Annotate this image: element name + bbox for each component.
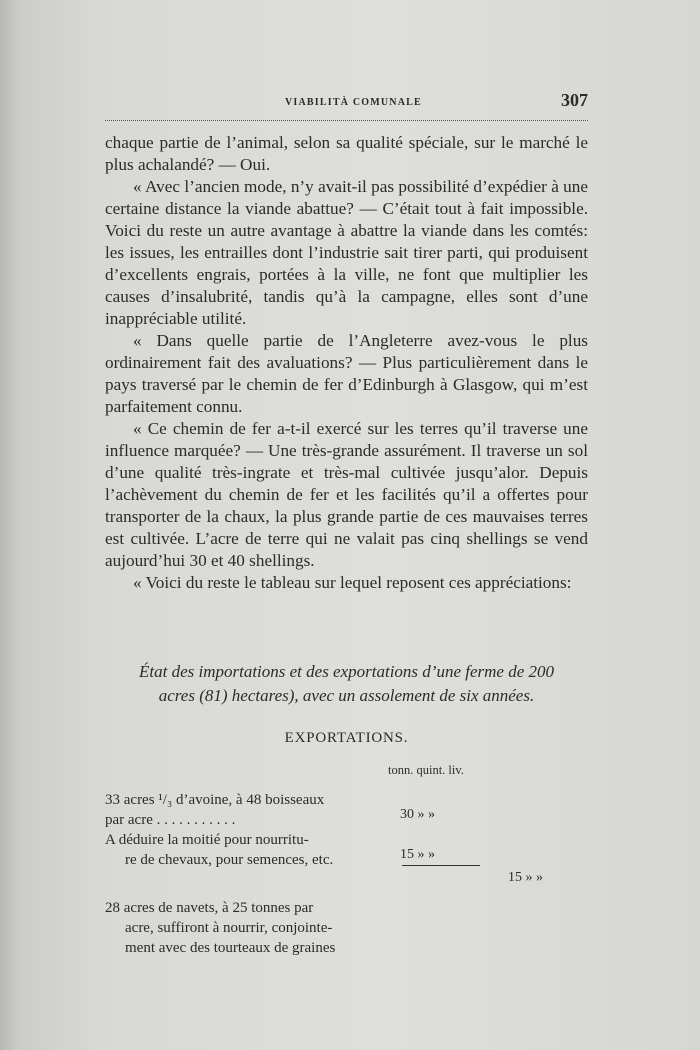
net-value: 15 » »	[508, 870, 543, 885]
table-row-deduction	[105, 830, 390, 870]
running-title: VIABILITÀ COMUNALE	[285, 97, 422, 108]
body-text	[105, 132, 588, 594]
table-caption-line-2: acres (81) hectares), avec un assolement de six années.	[158, 686, 535, 705]
row-deduction-line-2: re de chevaux, pour semences, etc.	[125, 852, 334, 868]
paragraph-1: chaque partie de l’animal, selon sa qualité spéciale, sur le marché le plus achalandé? — Oui.	[105, 133, 588, 174]
table-row-turnips	[105, 898, 390, 958]
table-caption-line-1: État des importations et des exportations d’une ferme de 200	[138, 662, 555, 681]
units-header: tonn. quint. liv.	[388, 763, 464, 777]
running-header	[105, 90, 588, 120]
row-oats-value: 30 » »	[400, 807, 435, 822]
table-row-oats	[105, 790, 390, 830]
binding-gutter-shadow	[0, 0, 18, 1050]
row-deduction-line-1: A déduire la moitié pour nourritu-	[105, 832, 309, 848]
page-number: 307	[561, 90, 588, 110]
header-dotted-rule	[105, 120, 588, 121]
exportations-heading: EXPORTATIONS.	[284, 730, 409, 746]
row-turnips-line-2: acre, suffiront à nourrir, conjointe-	[125, 920, 333, 936]
row-oats-line-2: par acre . . . . . . . . . . .	[105, 812, 236, 828]
paragraph-2: « Avec l’ancien mode, n’y avait-il pas possibilité d’expédier à une certaine distance la viande abattue? — C’était tout à fait impossible. Voici du reste un autre avantage à abattre la viande dans les comtés: les issues, les entrailles dont l’industrie sait tirer parti, qui produisent d’excellents engrais, portées à la ville, ne font que multiplier les causes d’insalubrité, tandis qu’à la campagne, elles sont d’une inappréciable utilité.	[105, 177, 588, 328]
paragraph-3: « Dans quelle partie de l’Angleterre avez-vous le plus ordinairement fait des avaluations? — Plus particulièrement dans le pays traversé par le chemin de fer d’Edinburgh à Glasgow, qui m’est parfaitement connu.	[105, 331, 588, 416]
paragraph-4: « Ce chemin de fer a-t-il exercé sur les terres qu’il traverse une influence marquée? — Une très-grande assurément. Il traverse un sol d’une qualité très-ingrate et très-mal cultivée jusqu’alor. Depuis l’achèvement du chemin de fer et les facilités qu’il a offertes pour transporter de la chaux, la plus grande partie de ces mauvaises terres est cultivée. L’acre de terre qui ne valait pas cinq shellings se vend aujourd’hui 30 et 40 shellings.	[105, 419, 588, 570]
paragraph-5: « Voici du reste le tableau sur lequel reposent ces appréciations:	[133, 573, 572, 592]
row-turnips-line-3: ment avec des tourteaux de graines	[125, 940, 336, 956]
row-deduction-value: 15 » »	[400, 847, 435, 862]
subtotal-rule	[402, 865, 480, 866]
row-oats-line-1: 33 acres ¹/₃ d’avoine, à 48 boisseaux	[105, 792, 325, 808]
row-turnips-line-1: 28 acres de navets, à 25 tonnes par	[105, 900, 314, 916]
table-caption	[105, 660, 588, 708]
